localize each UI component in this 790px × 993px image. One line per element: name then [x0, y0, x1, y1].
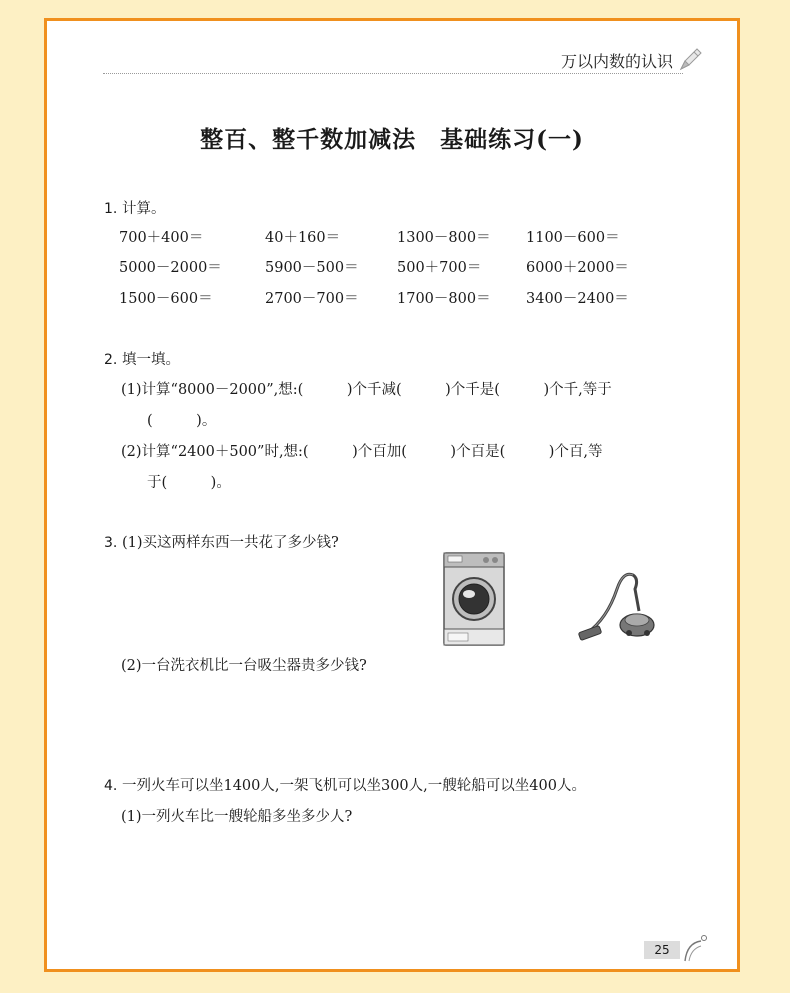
question-2-label: 填一填。 [121, 352, 180, 368]
question-1-number: 1. [104, 201, 118, 217]
question-1-label: 计算。 [121, 201, 166, 217]
calc-item: 5000－2000＝ [119, 260, 222, 276]
question-4-number: 4. [104, 778, 118, 794]
question-4 [104, 774, 586, 795]
q2-line: (2)计算“2400＋500”时,想:( )个百加( )个百是( )个百,等 [121, 444, 603, 460]
calc-item: 1300－800＝ [397, 230, 491, 246]
calc-item: 6000＋2000＝ [526, 260, 629, 276]
vacuum-cleaner-image [577, 567, 657, 643]
chapter-title: 万以内数的认识 [560, 52, 673, 71]
question-3 [104, 531, 339, 552]
q2-line: 于( )。 [147, 475, 231, 491]
q2-line: ( )。 [147, 413, 217, 429]
calc-item: 40＋160＝ [265, 230, 341, 246]
calc-item: 1700－800＝ [397, 291, 491, 307]
calc-item: 3400－2400＝ [526, 291, 629, 307]
question-3-number: 3. [104, 535, 118, 551]
swirl-decoration-icon [681, 933, 709, 963]
question-3-sub2: (2)一台洗衣机比一台吸尘器贵多少钱? [121, 658, 367, 674]
washing-machine-image [442, 551, 506, 647]
header-divider [103, 73, 683, 74]
question-3-sub1: (1)买这两样东西一共花了多少钱? [121, 535, 339, 551]
question-2 [104, 348, 180, 369]
calc-item: 1500－600＝ [119, 291, 213, 307]
question-1 [104, 197, 165, 218]
calc-item: 5900－500＝ [265, 260, 359, 276]
worksheet-page [44, 18, 740, 972]
question-4-sub1: (1)一列火车比一艘轮船多坐多少人? [121, 809, 353, 825]
calc-item: 2700－700＝ [265, 291, 359, 307]
pencil-icon [677, 47, 703, 73]
calc-item: 500＋700＝ [397, 260, 482, 276]
q2-line: (1)计算“8000－2000”,想:( )个千减( )个千是( )个千,等于 [121, 382, 612, 398]
question-4-text: 一列火车可以坐1400人,一架飞机可以坐300人,一艘轮船可以坐400人。 [121, 778, 586, 794]
calc-item: 700＋400＝ [119, 230, 204, 246]
page-header [103, 47, 703, 73]
calc-item: 1100－600＝ [526, 230, 620, 246]
page-number: 25 [644, 941, 680, 959]
page-title: 整百、整千数加减法 基础练习(一) [200, 126, 584, 153]
question-2-number: 2. [104, 352, 118, 368]
